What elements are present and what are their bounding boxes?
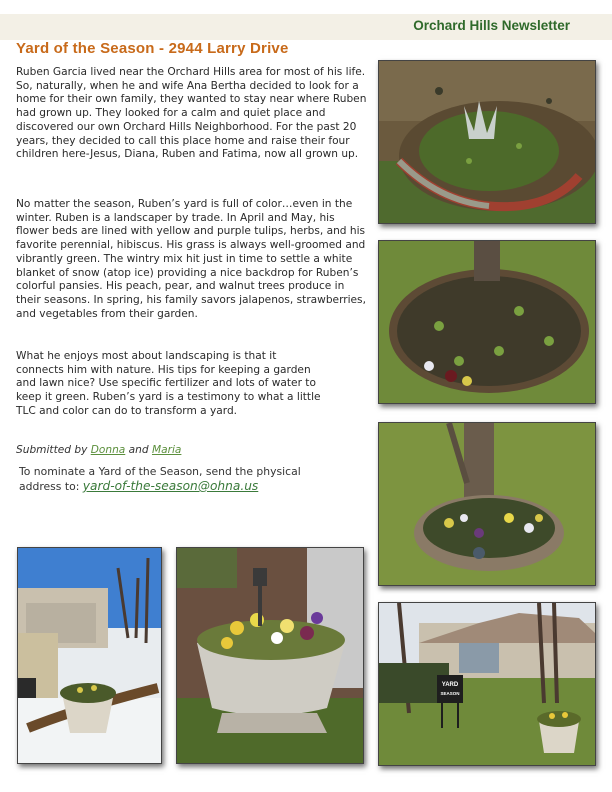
nominate-email-link[interactable]: yard-of-the-season@ohna.us xyxy=(82,479,259,493)
photo-tree-ring-bed xyxy=(378,240,596,404)
sign-text-season: SEASON xyxy=(440,691,460,696)
sign-text-yard: YARD xyxy=(441,682,459,688)
submitted-by-line xyxy=(16,444,181,456)
photo-pansy-planter-closeup xyxy=(176,547,364,764)
photo-snowy-planter-truck xyxy=(17,547,162,764)
newsletter-title: Orchard Hills Newsletter xyxy=(413,18,570,33)
article-paragraph-3: What he enjoys most about landscaping is that it connects him with nature. His tips for keeping a garden and lawn nice? Use specific fertilizer and lots of water to keep it green. Ruben’s yard is a testimony to what a little TLC and color can do to transform a yard. xyxy=(16,350,321,417)
photo-flowerbed-brick-border xyxy=(378,60,596,224)
submitter-maria-link[interactable]: Maria xyxy=(151,444,182,456)
photo-pansy-tree-ring xyxy=(378,422,596,586)
submitted-prefix: Submitted by xyxy=(16,444,88,456)
nominate-text xyxy=(19,465,339,494)
article-title: Yard of the Season - 2944 Larry Drive xyxy=(16,40,289,57)
submitter-donna-link[interactable]: Donna xyxy=(90,444,126,456)
article-paragraph-1: Ruben Garcia lived near the Orchard Hills area for most of his life. So, naturally, when he and wife Ana Bertha decided to look for a home for their own family, they wanted to stay near where Ruben had grown up. They looked for a calm and quiet place and discovered our own Orchard Hills Neighborhood. For the past 20 years, they decided to call this place home and raise their four children here-Jesus, Diana, Ruben and Fatima, now all grown up. xyxy=(16,66,367,161)
photo-front-yard-sign xyxy=(378,602,596,766)
article-paragraph-2: No matter the season, Ruben’s yard is full of color…even in the winter. Ruben is a landscaper by trade. In April and May, his flower beds are lined with yellow and purple tulips, herbs, and his favorite perennial, hibiscus. His grass is always well-groomed and vibrantly green. The wintry mix hit just in time to settle a white blanket of snow (atop ice) providing a nice backdrop for Ruben’s colorful pansies. His peach, pear, and walnut trees produce in their seasons. In spring, his family savors jalapenos, strawberries, and vegetables from their garden. xyxy=(16,198,366,320)
nominate-instruction: To nominate a Yard of the Season, send the physical address to: xyxy=(19,465,301,493)
submitted-and: and xyxy=(128,444,149,456)
